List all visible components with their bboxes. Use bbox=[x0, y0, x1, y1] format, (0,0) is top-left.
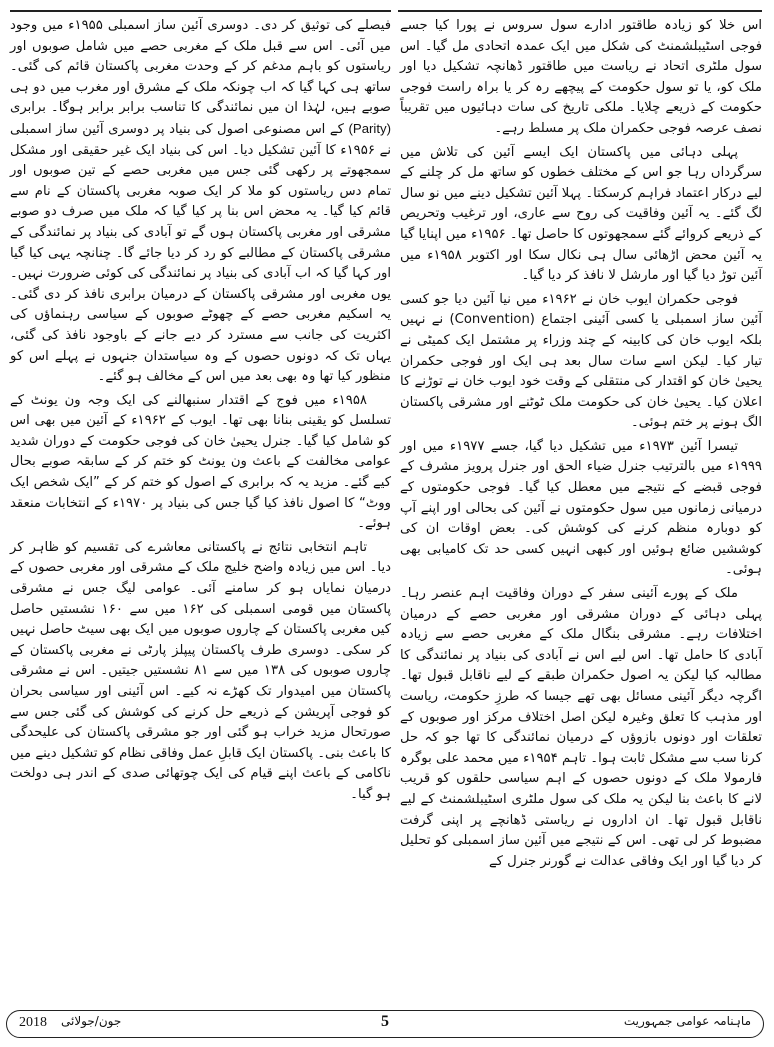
parity-term: (Parity) bbox=[348, 120, 391, 136]
top-rule-right bbox=[398, 10, 762, 12]
article-column-right bbox=[400, 16, 762, 1000]
paragraph: پہلی دہائی میں پاکستان ایک ایسے آئین کی تلاش میں سرگرداں رہا جو اس کے مختلف خطوں کو ساتھ مل کر چلنے کے لیے درکار اعتماد فراہم کرسکتا۔ پہلا آئین تشکیل دینے میں نو سال لگ گئے۔ یہ آئین وفاقیت کی روح سے عاری، اور ترغیب وتحریص کے ذریعے کروائے گئے سمجھوتوں کا حاصل تھا۔ ۱۹۵۶ء میں اپنایا گیا یہ آئین محض اڑھائی سال ہی نکال سکا اور اکتوبر ۱۹۵۸ء میں آئین توڑ دیا گیا اور مارشل لا نافذ کر دیا گیا۔ bbox=[400, 144, 763, 284]
paragraph: فوجی حکمران ایوب خان نے ۱۹۶۲ء میں نیا آئین دیا جو کسی آئین ساز اسمبلی یا کسی آئینی اجتماع (Convention) نے نہیں بلکہ ایوب خان کی کابینہ کے چند وزراء پر مشتمل ایک کمیٹی نے تیار کیا۔ لیکن اسے سات سال بعد ہی ایک اور فوجی حکمران یحییٰ خان کو اقتدار کی منتقلی کے وقت خود ایوب خان نے توڑنے کا اعلان کیا۔ یحییٰ خان کی حکومت ملک ٹوٹنے اور مشرقی پاکستان الگ ہونے پر ختم ہوئی۔ bbox=[400, 291, 763, 431]
paragraph bbox=[10, 16, 391, 388]
paragraph: تیسرا آئین ۱۹۷۳ء میں تشکیل دیا گیا، جسے ۱۹۷۷ء میں اور ۱۹۹۹ء میں بالترتیب جنرل ضیاء الحق اور جنرل پرویز مشرف کے فوجی قبضے کے نتیجے میں معطل کیا گیا۔ فوجی حکومتوں کے درمیانی زمانوں میں سول حکومتوں نے آئین کی بحالی اور اپنے آپ کو دوبارہ منظم کرنے کی کوشش کی۔ بعض اوقات ان کی کوششیں ضائع ہوئیں اور کبھی انہیں کسی حد تک کامیابی بھی ہوئی۔ bbox=[400, 438, 762, 578]
paragraph: ۱۹۵۸ء میں فوج کے اقتدار سنبھالنے کی ایک وجہ ون یونٹ کے تسلسل کو یقینی بنانا بھی تھا۔ ایوب کے ۱۹۶۲ء کے آئین میں بھی اس کو شامل کیا گیا۔ جنرل یحییٰ خان کی فوجی حکومت کے دوران شدید عوامی مخالفت کے باعث ون یونٹ کو ختم کر کے سابقہ صوبے بحال کیے گئے۔ مزید یہ کہ برابری کے اصول کو ختم کر کے ”ایک شخص ایک ووٹ“ کا اصول نافذ کیا گیا جس کی بنیاد پر ۱۹۷۰ء کے انتخابات منعقد ہوئے۔ bbox=[10, 392, 391, 532]
page-number: 5 bbox=[381, 1013, 389, 1030]
paragraph: ملک کے پورے آئینی سفر کے دوران وفاقیت اہم عنصر رہا۔ پہلی دہائی کے دوران مشرقی اور مغربی حصے کے درمیان اختلافات رہے۔ مشرقی بنگال ملک کے مغربی حصے سے زیادہ آبادی کا حامل تھا۔ اس لیے اس نے آبادی کی بنیاد پر نمائندگی کا مطالبہ کیا لیکن یہ اصول حکمران طبقے کے لیے ناقابل قبول تھا۔ اگرچہ دیگر آئینی مسائل بھی تھے جیسا کہ طرزِ حکومت، ریاست اور مذہب کا تعلق وغیرہ لیکن اصل اختلاف مرکز اور صوبوں کے تعلقات اور دونوں بازوؤں کے درمیان نمائندگی کا تھا جو کہ حل کرنا سب سے مشکل ثابت ہوا۔ تاہم ۱۹۵۴ء میں محمد علی بوگرہ فارمولا ملک کے دونوں حصوں کے اہم سیاسی حلقوں کو قریب لانے کا باعث بنا لیکن یہ ملک کی سول ملٹری اسٹیبلشمنٹ کے لیے ناقابل قبول تھا۔ ان اداروں نے ریاستی ڈھانچے پر اپنی گرفت مضبوط کر لی تھی۔ اس کے نتیجے میں آئین ساز اسمبلی کو تحلیل کر دیا گیا اور ایک وفاقی عدالت نے گورنر جنرل کے bbox=[400, 586, 762, 869]
paragraph: اس خلا کو زیادہ طاقتور ادارے سول سروس نے پورا کیا جسے فوجی اسٹیبلشمنٹ کی شکل میں ایک عمدہ اتحادی مل گیا۔ اس سول ملٹری اتحاد نے ریاست میں طاقتور ڈھانچہ تشکیل دیا اور ملک کو، یا تو سول حکومت کے پیچھے رہ کر یا براہ راست فوجی حکومت کے ذریعے چلایا۔ ملکی تاریخ کی سات دہائیوں میں تقریباً نصف عرصہ فوجی حکمران ملک پر مسلط رہے۔ bbox=[400, 18, 762, 136]
top-rule-left bbox=[10, 10, 391, 12]
paragraph-text: کے اس مصنوعی اصول کی بنیاد پر دوسری آئین ساز اسمبلی نے ۱۹۵۶ء کا آئین تشکیل دیا۔ اس کی بنیاد ایک غیر حقیقی اور مشکل سمجھوتے پر رکھی گئی جس میں مغربی حصے کے تین صوبوں اور تمام دس ریاستوں کو ملا کر ایک صوبہ مغربی پاکستان کے نام سے قائم کیا گیا۔ یہ محض اس بنا پر کیا گیا کہ ملک میں صرف دو صوبے مشرقی اور مغربی پاکستان ہوں گے تو آبادی کی بنیاد پر نمائندگی کے مشرقی پاکستان کے مطالبے کو رد کر دیا جائے گا۔ چنانچہ یہی کیا گیا اور کہا گیا کہ اب آبادی کی بنیاد پر نمائندگی کی کوئی ضرورت نہیں۔ یوں مغربی اور مشرقی پاکستان کے درمیان برابری نافذ کر دی گئی۔ یہ اسکیم مغربی حصے کے چھوٹے صوبوں کے سیاسی رہنماؤں کی اکثریت کی جانب سے مسترد کر دیے جانے کے باوجود نافذ کی گئی، یہاں تک کہ دونوں حصوں کے وہ سیاستدان جنہوں نے پہلے اس کو منظور کیا تھا وہ بھی بعد میں اس کے مخالف ہو گئے۔ bbox=[10, 121, 391, 385]
publication-name: ماہنامہ عوامی جمہوریت bbox=[623, 1014, 751, 1028]
article-column-left bbox=[10, 16, 391, 1000]
paragraph-text: فیصلے کی توثیق کر دی۔ دوسری آئین ساز اسمبلی ۱۹۵۵ء میں وجود میں آئی۔ اس سے قبل ملک کے مغربی حصے میں شامل صوبوں اور ریاستوں کو باہم مدغم کر کے وحدت مغربی پاکستان قائم کی گئی۔ ساتھ ہی کہا گیا کہ اب چونکہ ملک کے مشرق اور مغرب میں دو ہی صوبے ہیں، لہٰذا ان میں نمائندگی کا تناسب برابر برابر ہوگا۔ برابری bbox=[10, 18, 391, 116]
page-footer bbox=[6, 1010, 764, 1038]
issue-month: جون/جولائی bbox=[61, 1014, 122, 1028]
paragraph: تاہم انتخابی نتائج نے پاکستانی معاشرے کی تقسیم کو ظاہر کر دیا۔ اس میں زیادہ واضح خلیج ملک کے مشرقی اور مغربی حصوں کے درمیان نمایاں ہو کر سامنے آئی۔ عوامی لیگ جس نے مشرقی پاکستان میں قومی اسمبلی کی ۱۶۲ میں سے ۱۶۰ نشستیں حاصل کیں مغربی پاکستان کے چاروں صوبوں میں ایک بھی سیٹ حاصل نہیں کر سکی۔ دوسری طرف پاکستان پیپلز پارٹی نے مغربی پاکستان کے چاروں صوبوں کی ۱۳۸ میں سے ۸۱ نشستیں جیتیں۔ اس نے مشرقی پاکستان میں امیدوار تک کھڑے نہ کیے۔ اس آئینی اور سیاسی بحران کو فوجی آپریشن کے ذریعے حل کرنے کی کوشش کی گئی جس سے صورتحال مزید خراب ہو گئی اور جو مشرقی پاکستان کی علیحدگی کا باعث بنی۔ پاکستان ایک قابلِ عمل وفاقی نظام کو تشکیل دینے میں ناکامی کے باعث اپنے قیام کی ایک چوتھائی صدی کے اندر ہی دولخت ہو گیا۔ bbox=[10, 539, 392, 802]
issue-year: 2018 bbox=[19, 1015, 47, 1030]
